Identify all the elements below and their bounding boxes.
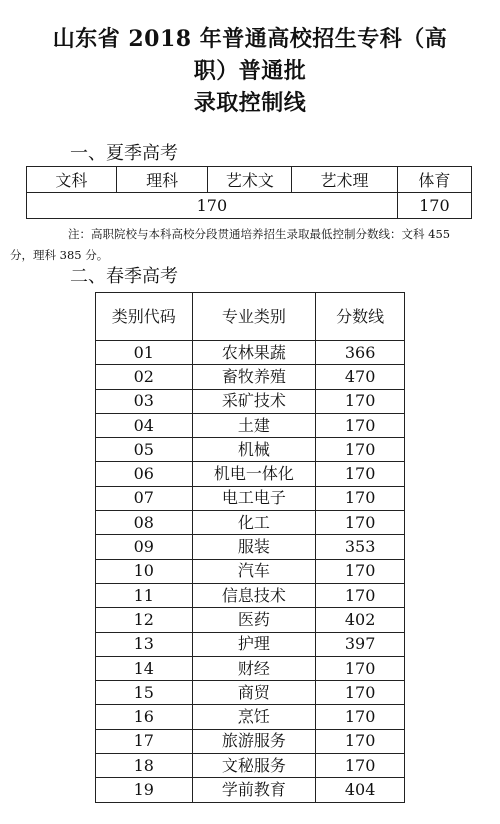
cell-score: 402 — [316, 608, 405, 632]
cell-score: 170 — [316, 705, 405, 729]
document-title-line-3: 录取控制线 — [193, 90, 307, 116]
cell-score: 404 — [316, 778, 405, 802]
cell-code: 10 — [96, 559, 193, 583]
summer-sports-score: 170 — [397, 193, 471, 219]
spring-score-table — [95, 292, 405, 803]
cell-code: 08 — [96, 511, 193, 535]
cell-score: 170 — [316, 462, 405, 486]
cell-code: 01 — [96, 341, 193, 365]
summer-main-score: 170 — [27, 193, 398, 219]
header-category-code-text: 类别代码 — [111, 306, 176, 326]
cell-major: 烹饪 — [192, 705, 316, 729]
cell-code: 19 — [96, 778, 193, 802]
cell-major: 化工 — [192, 511, 316, 535]
note-line-1 — [10, 224, 494, 245]
cell-score: 170 — [316, 754, 405, 778]
cell-code: 17 — [96, 729, 193, 753]
document-title-line-2: 职）普通批 — [193, 58, 307, 84]
cell-score: 170 — [316, 511, 405, 535]
summer-score-row — [27, 193, 472, 219]
spring-header-row — [96, 293, 405, 341]
cell-major: 农林果蔬 — [192, 341, 316, 365]
header-major-category: 专业类别 — [192, 293, 316, 341]
summer-header-art-liberal: 艺术文 — [208, 167, 292, 193]
cell-score: 170 — [316, 559, 405, 583]
table-row — [96, 511, 405, 535]
table-row — [96, 656, 405, 680]
cell-score: 397 — [316, 632, 405, 656]
cell-major: 土建 — [192, 413, 316, 437]
cell-major: 机械 — [192, 438, 316, 462]
cell-code: 14 — [96, 656, 193, 680]
cell-code: 11 — [96, 583, 193, 607]
cell-major: 汽车 — [192, 559, 316, 583]
summer-exam-heading: 一、夏季高考 — [70, 143, 178, 164]
cell-score: 170 — [316, 389, 405, 413]
summer-header-liberal-arts: 文科 — [27, 167, 117, 193]
cell-code: 06 — [96, 462, 193, 486]
table-row — [96, 583, 405, 607]
cell-code: 09 — [96, 535, 193, 559]
spring-exam-heading: 二、春季高考 — [70, 266, 178, 287]
cell-major: 财经 — [192, 656, 316, 680]
table-row — [96, 608, 405, 632]
header-category-code — [96, 293, 193, 341]
cell-score: 353 — [316, 535, 405, 559]
cell-score: 170 — [316, 486, 405, 510]
cell-code: 03 — [96, 389, 193, 413]
table-row — [96, 754, 405, 778]
cell-major: 旅游服务 — [192, 729, 316, 753]
table-row — [96, 559, 405, 583]
table-row — [96, 632, 405, 656]
cell-score: 170 — [316, 656, 405, 680]
cell-code: 02 — [96, 365, 193, 389]
cell-major: 商贸 — [192, 681, 316, 705]
spring-table-body — [96, 341, 405, 803]
cell-code: 07 — [96, 486, 193, 510]
cell-major: 采矿技术 — [192, 389, 316, 413]
cell-major: 畜牧养殖 — [192, 365, 316, 389]
table-row — [96, 778, 405, 802]
cell-major: 护理 — [192, 632, 316, 656]
cell-code: 04 — [96, 413, 193, 437]
cell-major: 机电一体化 — [192, 462, 316, 486]
cell-major: 服装 — [192, 535, 316, 559]
table-row — [96, 535, 405, 559]
summer-header-row — [27, 167, 472, 193]
cell-code: 12 — [96, 608, 193, 632]
cell-score: 170 — [316, 729, 405, 753]
note-paragraph — [10, 224, 494, 266]
table-row — [96, 341, 405, 365]
summer-header-art-science: 艺术理 — [292, 167, 397, 193]
cell-score: 170 — [316, 413, 405, 437]
cell-score: 366 — [316, 341, 405, 365]
cell-score: 170 — [316, 438, 405, 462]
cell-score: 470 — [316, 365, 405, 389]
note-text-1: 注：高职院校与本科高校分段贯通培养招生录取最低控制分数线：文科 455 — [68, 227, 451, 241]
cell-score: 170 — [316, 681, 405, 705]
cell-code: 18 — [96, 754, 193, 778]
table-row — [96, 462, 405, 486]
cell-code: 05 — [96, 438, 193, 462]
note-line-2: 分，理科 385 分。 — [10, 248, 109, 262]
cell-code: 13 — [96, 632, 193, 656]
cell-major: 学前教育 — [192, 778, 316, 802]
table-row — [96, 365, 405, 389]
cell-major: 医药 — [192, 608, 316, 632]
table-row — [96, 389, 405, 413]
table-row — [96, 681, 405, 705]
cell-major: 信息技术 — [192, 583, 316, 607]
cell-major: 电工电子 — [192, 486, 316, 510]
header-score-line: 分数线 — [316, 293, 405, 341]
cell-major: 文秘服务 — [192, 754, 316, 778]
table-row — [96, 705, 405, 729]
document-title-line-1: 山东省 2018 年普通高校招生专科（高 — [52, 26, 448, 52]
table-row — [96, 438, 405, 462]
cell-score: 170 — [316, 583, 405, 607]
summer-header-sports: 体育 — [397, 167, 471, 193]
cell-code: 16 — [96, 705, 193, 729]
summer-header-science: 理科 — [116, 167, 208, 193]
summer-score-table — [26, 166, 472, 219]
table-row — [96, 413, 405, 437]
table-row — [96, 486, 405, 510]
table-row — [96, 729, 405, 753]
cell-code: 15 — [96, 681, 193, 705]
